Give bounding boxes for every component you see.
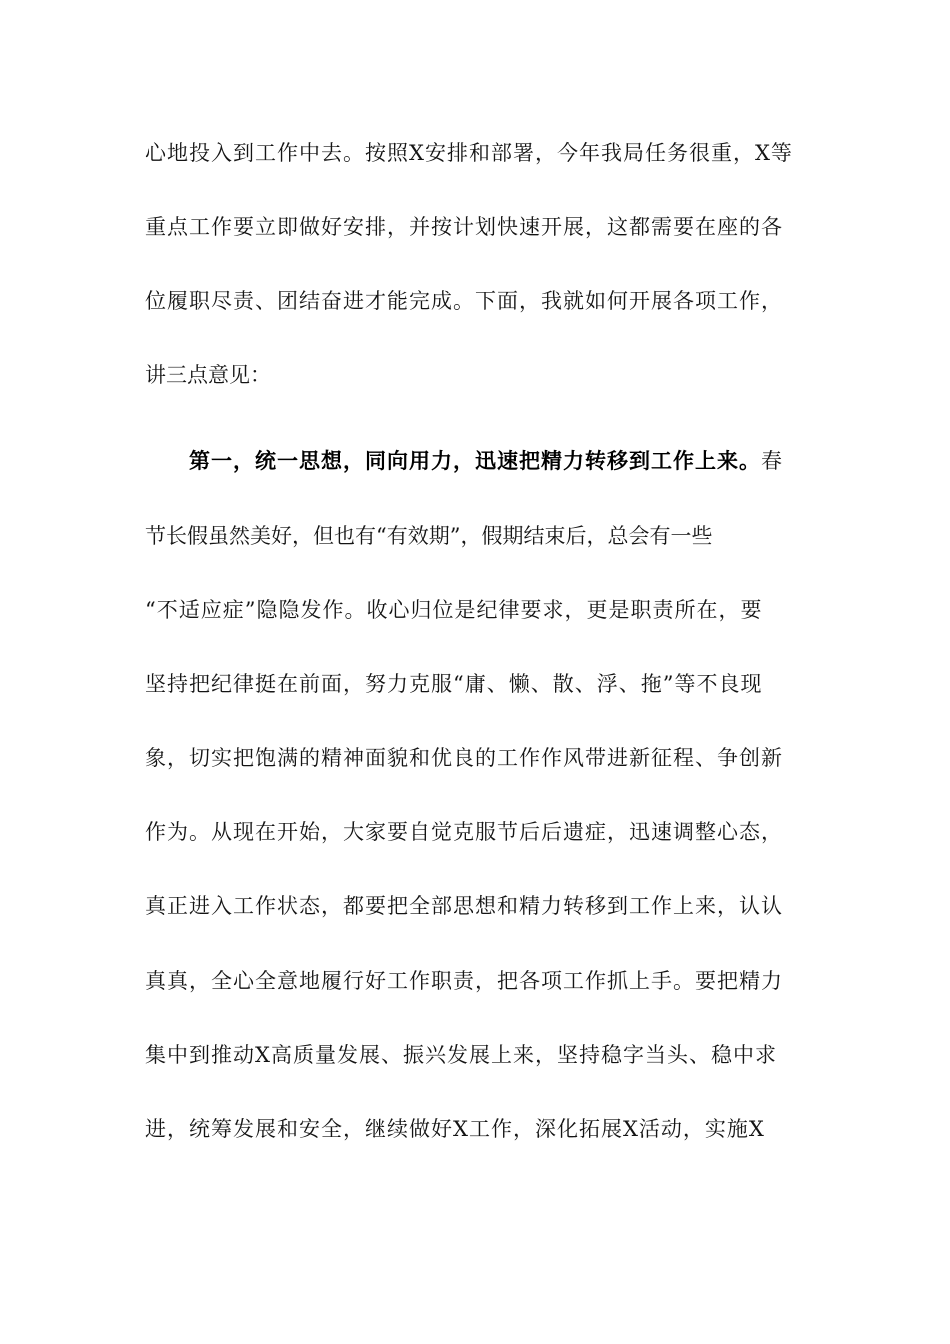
section-heading-tail: 春 bbox=[761, 449, 783, 473]
section-heading: 第一，统一思想，同向用力，迅速把精力转移到工作上来。 bbox=[189, 448, 761, 473]
paragraph-2-line-4: 象，切实把饱满的精神面貌和优良的工作作风带进新征程、争创新 bbox=[145, 746, 783, 770]
paragraph-2-line-3: 坚持把纪律挺在前面，努力克服“庸、懒、散、浮、拖”等不良现 bbox=[145, 672, 763, 696]
paragraph-2-line-2: “不适应症”隐隐发作。收心归位是纪律要求，更是职责所在，要 bbox=[145, 598, 763, 622]
paragraph-2-line-6: 真正进入工作状态，都要把全部思想和精力转移到工作上来，认认 bbox=[145, 894, 783, 918]
paragraph-2-heading-line bbox=[189, 441, 810, 481]
paragraph-2-line-7: 真真，全心全意地履行好工作职责，把各项工作抓上手。要把精力 bbox=[145, 969, 783, 993]
paragraph-2-line-9: 进，统筹发展和安全，继续做好X工作，深化拓展X活动，实施X bbox=[145, 1117, 765, 1141]
paragraph-1-line-2: 重点工作要立即做好安排，并按计划快速开展，这都需要在座的各 bbox=[145, 215, 783, 239]
paragraph-1-line-4: 讲三点意见： bbox=[145, 363, 271, 387]
paragraph-1-line-3: 位履职尽责、团结奋进才能完成。下面，我就如何开展各项工作， bbox=[145, 289, 783, 313]
paragraph-2-line-5: 作为。从现在开始，大家要自觉克服节后后遗症，迅速调整心态， bbox=[145, 820, 783, 844]
paragraph-2-line-1: 节长假虽然美好，但也有“有效期”，假期结束后，总会有一些 bbox=[145, 524, 713, 548]
paragraph-1-line-1: 心地投入到工作中去。按照X安排和部署，今年我局任务很重，X等 bbox=[145, 141, 793, 165]
paragraph-2-line-8: 集中到推动X高质量发展、振兴发展上来，坚持稳字当头、稳中求 bbox=[145, 1043, 777, 1067]
